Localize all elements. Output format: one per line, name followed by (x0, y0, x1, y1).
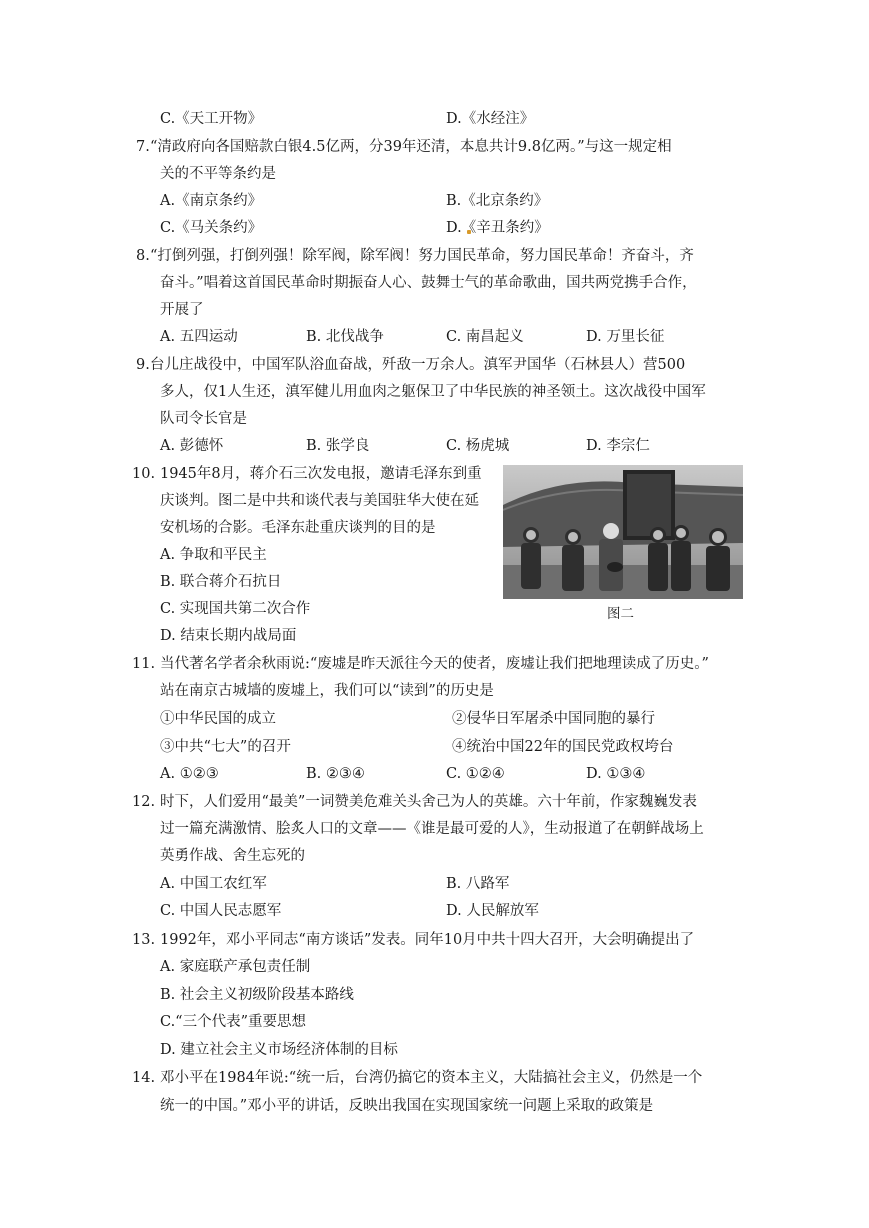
q7-number: 7. (136, 139, 150, 155)
q11-item-1: ①中华民国的成立 (160, 711, 276, 727)
q9-number: 9. (136, 357, 150, 373)
q12-stem-line3: 英勇作战、舍生忘死的 (160, 848, 305, 864)
historical-photo (503, 465, 743, 599)
photo-caption: 图二 (607, 606, 634, 622)
q13-stem-line1: 1992年，邓小平同志“南方谈话”发表。同年10月中共十四大召开，大会明确提出了 (160, 932, 695, 948)
q8-stem-line3: 开展了 (160, 302, 204, 318)
q13-option-a: A. 家庭联产承包责任制 (160, 959, 311, 975)
q10-option-d: D. 结束长期内战局面 (160, 628, 297, 644)
q12-option-c: C. 中国人民志愿军 (160, 903, 282, 919)
q11-stem-line1: 当代著名学者余秋雨说:“废墟是昨天派往今天的使者，废墟让我们把地理读成了历史。” (160, 656, 709, 672)
q12-stem-line1: 时下，人们爱用“最美”一词赞美危难关头舍己为人的英雄。六十年前，作家魏巍发表 (160, 794, 697, 810)
q14-number: 14. (132, 1070, 156, 1086)
q7-option-d: D.《辛丑条约》 (446, 220, 549, 236)
q11-item-4: ④统治中国22年的国民党政权垮台 (452, 739, 674, 755)
q12-number: 12. (132, 794, 156, 810)
q8-stem-line1: “打倒列强，打倒列强！除军阀，除军阀！努力国民革命，努力国民革命！齐奋斗，齐 (150, 248, 694, 264)
photo-illustration (503, 465, 743, 599)
q8-option-b: B. 北伐战争 (306, 329, 384, 345)
q12-option-d: D. 人民解放军 (446, 903, 539, 919)
q6-option-c: C.《天工开物》 (160, 111, 263, 127)
q9-option-a: A. 彭德怀 (160, 438, 224, 454)
q9-option-b: B. 张学良 (306, 438, 370, 454)
q8-number: 8. (136, 248, 150, 264)
q14-stem-line1: 邓小平在1984年说:“统一后，台湾仍搞它的资本主义，大陆搞社会主义，仍然是一个 (160, 1070, 703, 1086)
q10-number: 10. (132, 466, 156, 482)
q11-stem-line2: 站在南京古城墙的废墟上，我们可以“读到”的历史是 (160, 683, 494, 699)
q11-option-d: D. ①③④ (586, 766, 646, 782)
q7-option-b: B.《北京条约》 (446, 193, 549, 209)
q7-stem-line2: 关的不平等条约是 (160, 166, 276, 182)
q12-option-a: A. 中国工农红军 (160, 876, 267, 892)
q6-option-d: D.《水经注》 (446, 111, 535, 127)
q13-option-c: C.“三个代表”重要思想 (160, 1014, 307, 1030)
q8-option-a: A. 五四运动 (160, 329, 238, 345)
q7-option-a: A.《南京条约》 (160, 193, 263, 209)
q9-stem-line2: 多人，仅1人生还，滇军健儿用血肉之躯保卫了中华民族的神圣领土。这次战役中国军 (160, 384, 706, 400)
q10-stem-line1: 1945年8月，蒋介石三次发电报，邀请毛泽东到重 (160, 466, 482, 482)
q8-option-c: C. 南昌起义 (446, 329, 524, 345)
q13-option-d: D. 建立社会主义市场经济体制的目标 (160, 1042, 398, 1058)
q12-option-b: B. 八路军 (446, 876, 510, 892)
q9-option-c: C. 杨虎城 (446, 438, 510, 454)
q11-option-b: B. ②③④ (306, 766, 365, 782)
q9-stem-line3: 队司令长官是 (160, 411, 247, 427)
q7-option-c: C.《马关条约》 (160, 220, 263, 236)
q8-option-d: D. 万里长征 (586, 329, 665, 345)
q7-stem-line1: “清政府向各国赔款白银4.5亿两，分39年还清，本息共计9.8亿两。”与这一规定相 (150, 139, 672, 155)
q11-number: 11. (132, 656, 156, 672)
q10-option-b: B. 联合蒋介石抗日 (160, 574, 282, 590)
q10-stem-line3: 安机场的合影。毛泽东赴重庆谈判的目的是 (160, 520, 436, 536)
q10-stem-line2: 庆谈判。图二是中共和谈代表与美国驻华大使在延 (160, 493, 479, 509)
q11-option-c: C. ①②④ (446, 766, 505, 782)
q12-stem-line2: 过一篇充满激情、脍炙人口的文章——《谁是最可爱的人》，生动报道了在朝鲜战场上 (160, 821, 704, 837)
q13-number: 13. (132, 932, 156, 948)
q9-stem-line1: 台儿庄战役中，中国军队浴血奋战，歼敌一万余人。滇军尹国华（石林县人）营500 (150, 357, 686, 373)
q11-option-a: A. ①②③ (160, 766, 219, 782)
q11-item-2: ②侵华日军屠杀中国同胞的暴行 (452, 711, 655, 727)
q11-item-3: ③中共“七大”的召开 (160, 739, 291, 755)
q10-option-c: C. 实现国共第二次合作 (160, 601, 311, 617)
q8-stem-line2: 奋斗。”唱着这首国民革命时期振奋人心、鼓舞士气的革命歌曲，国共两党携手合作， (160, 275, 697, 291)
q9-option-d: D. 李宗仁 (586, 438, 650, 454)
q13-option-b: B. 社会主义初级阶段基本路线 (160, 987, 354, 1003)
q14-stem-line2: 统一的中国。”邓小平的讲话，反映出我国在实现国家统一问题上采取的政策是 (160, 1098, 654, 1114)
q10-option-a: A. 争取和平民主 (160, 547, 267, 563)
